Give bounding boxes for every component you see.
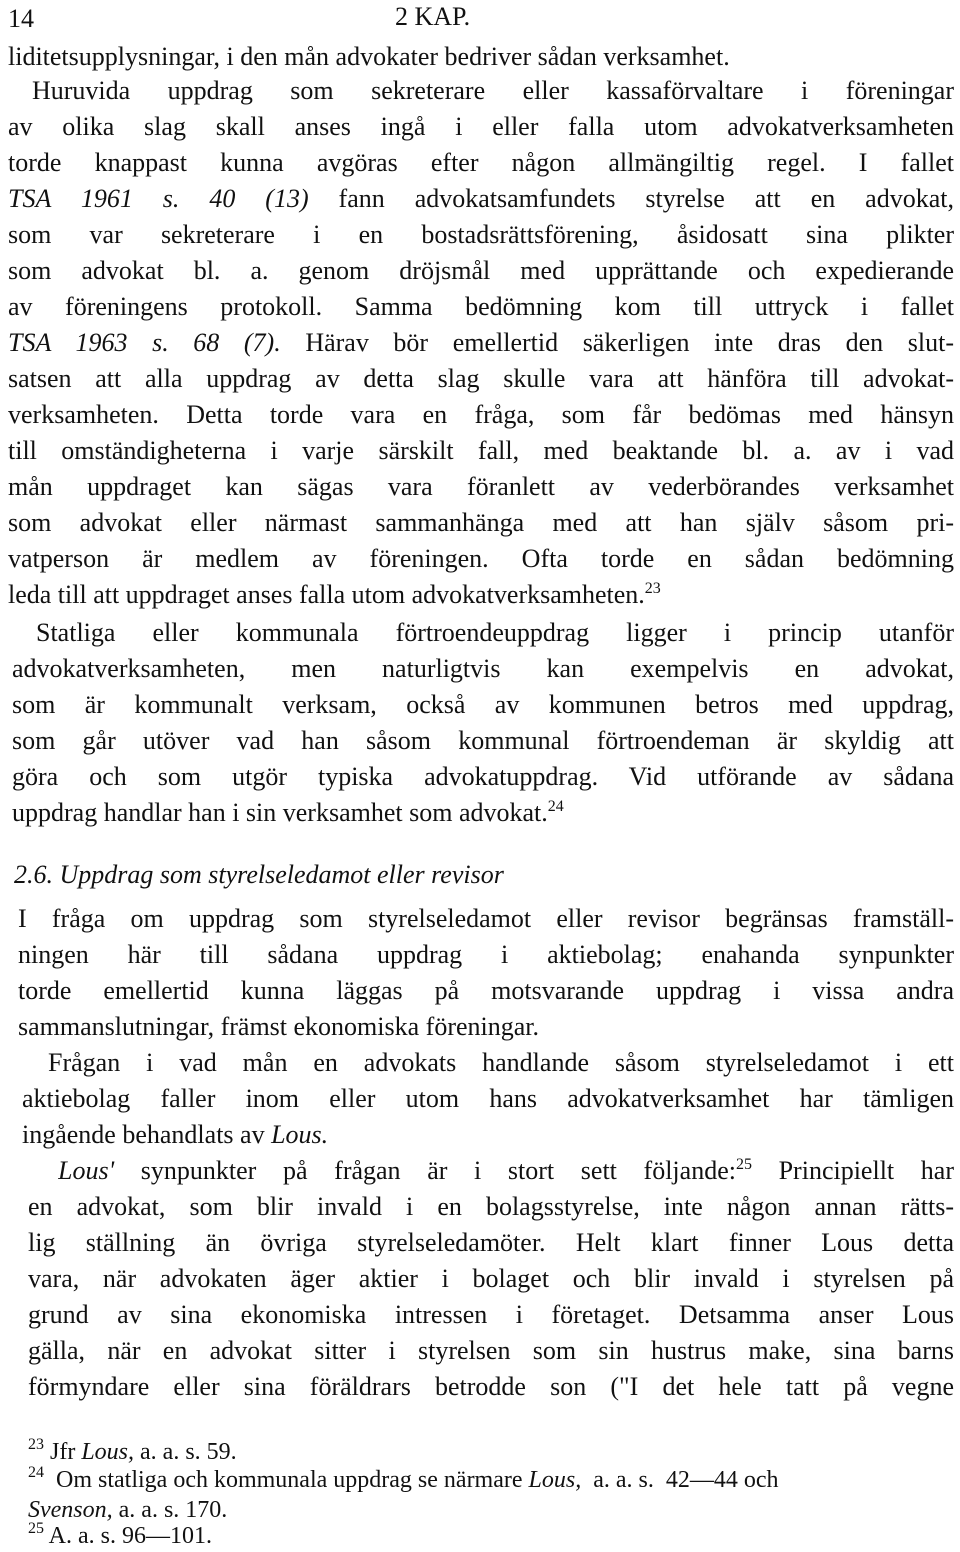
text-line: grund av sina ekonomiska intressen i företaget. Detsamma anser Lous	[28, 1300, 954, 1329]
text-line: verksamheten. Detta torde vara en fråga, som får bedömas med hänsyn	[8, 400, 954, 429]
text-line: ingående behandlats av Lous.	[22, 1120, 329, 1149]
text-line: liditetsupplysningar, i den mån advokater bedriver sådan verksamhet.	[8, 42, 730, 71]
text-line: Statliga eller kommunala förtroendeuppdrag ligger i princip utanför	[36, 618, 954, 647]
text-line: som advokat eller närmast sammanhänga med att han själv såsom pri-	[8, 508, 954, 537]
text-line: uppdrag handlar han i sin verksamhet som advokat.$^{24}$	[12, 798, 564, 827]
footnote-ref: 23	[644, 580, 661, 597]
text-line: aktiebolag faller inom eller utom hans advokatverksamhet har tämligen	[22, 1084, 954, 1113]
case-reference: TSA 1963 s. 68 (7).	[8, 328, 281, 357]
text-line: torde knappast kunna avgöras efter någon allmängiltig regel. I fallet	[8, 148, 954, 177]
author-name: Lous.	[271, 1120, 329, 1149]
text-line: leda till att uppdraget anses falla utom advokatverksamheten.$^{23}$	[8, 580, 661, 609]
footnote-ref: 24	[547, 798, 564, 815]
author-name: Lous'	[58, 1156, 115, 1185]
footnote: $^{25}$ A. a. s. 96—101.	[28, 1520, 212, 1549]
case-reference: TSA 1961 s. 40 (13)	[8, 184, 309, 213]
text-line: av olika slag skall anses ingå i eller falla utom advokatverksamheten	[8, 112, 954, 141]
text-line: Frågan i vad mån en advokats handlande såsom styrelseledamot i ett	[48, 1048, 954, 1077]
text-line: TSA 1963 s. 68 (7). Härav bör emellertid säkerligen inte dras den slut-	[8, 328, 954, 357]
text-line: TSA 1961 s. 40 (13) fann advokatsamfundets styrelse att en advokat,	[8, 184, 954, 213]
text-line: I fråga om uppdrag som styrelseledamot eller revisor begränsas framställ-	[18, 904, 954, 933]
footnote: $^{23}$ Jfr Lous, a. a. s. 59.	[28, 1436, 237, 1465]
text-line: till omständigheterna i varje särskilt fall, med beaktande bl. a. av i vad	[8, 436, 954, 465]
text-line: en advokat, som blir invald i en bolagsstyrelse, inte någon annan rätts-	[28, 1192, 954, 1221]
section-heading: 2.6. Uppdrag som styrelseledamot eller revisor	[14, 860, 504, 889]
text-line: lig ställning än övriga styrelseledamöter. Helt klart finner Lous detta	[28, 1228, 954, 1257]
text-line: gälla, när en advokat sitter i styrelsen som sin hustrus make, sina barns	[28, 1336, 954, 1365]
text-line: Lous' synpunkter på frågan är i stort sett följande:$^{25}$ Principiellt har	[58, 1156, 954, 1185]
footnote: $^{24}$ Om statliga och kommunala uppdrag se närmare Lous, a. a. s. 42—44 och	[28, 1464, 779, 1493]
running-header: 2 KAP.	[395, 2, 471, 31]
text-line: göra och som utgör typiska advokatuppdrag. Vid utförande av sådana	[12, 762, 954, 791]
footnote-ref: 25	[735, 1156, 752, 1173]
text-line: ningen här till sådana uppdrag i aktiebolag; enahanda synpunkter	[18, 940, 954, 969]
text-line: advokatverksamheten, men naturligtvis kan exempelvis en advokat,	[12, 654, 954, 683]
text-line: som advokat bl. a. genom dröjsmål med upprättande och expedierande	[8, 256, 954, 285]
text-line: som är kommunalt verksam, också av kommunen betros med uppdrag,	[12, 690, 954, 719]
text-line: förmyndare eller sina föräldrars betrodde son ("I det hele tatt på vegne	[28, 1372, 954, 1401]
footnote: Svenson, a. a. s. 170.	[28, 1497, 228, 1523]
text-line: satsen att alla uppdrag av detta slag skulle vara att hänföra till advokat-	[8, 364, 954, 393]
text-line: torde emellertid kunna läggas på motsvarande uppdrag i vissa andra	[18, 976, 954, 1005]
page-number: 14	[8, 4, 34, 33]
text-line: av föreningens protokoll. Samma bedömning kom till uttryck i fallet	[8, 292, 954, 321]
text-line: Huruvida uppdrag som sekreterare eller kassaförvaltare i föreningar	[32, 76, 954, 105]
text-line: som går utöver vad han såsom kommunal förtroendeman är skyldig att	[12, 726, 954, 755]
text-line: vara, när advokaten äger aktier i bolaget och blir invald i styrelsen på	[28, 1264, 954, 1293]
text-line: sammanslutningar, främst ekonomiska föreningar.	[18, 1012, 540, 1041]
text-line: som var sekreterare i en bostadsrättsförening, åsidosatt sina plikter	[8, 220, 954, 249]
text-line: vatperson är medlem av föreningen. Ofta torde en sådan bedömning	[8, 544, 954, 573]
text-line: mån uppdraget kan sägas vara föranlett av vederbörandes verksamhet	[8, 472, 954, 501]
